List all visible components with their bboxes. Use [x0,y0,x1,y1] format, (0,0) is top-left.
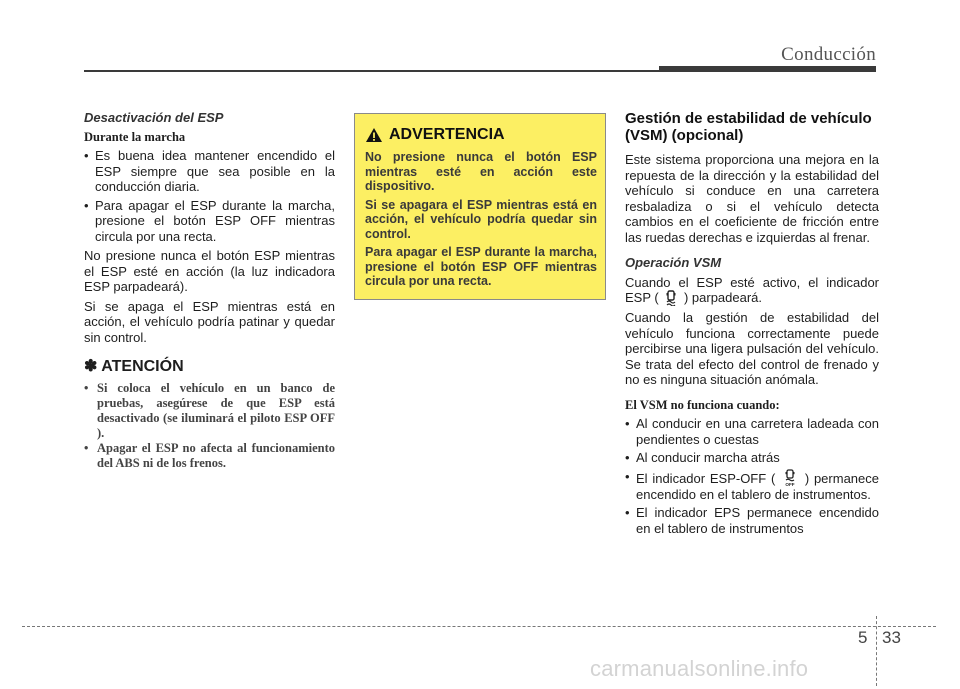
paragraph: Este sistema proporciona una mejora en la repuesta de la dirección y la estabilidad del vehículo si conduce en una carretera resbaladiza o si el vehículo detecta cambios en el coeficiente de fricción entre las ruedas derechas e izquierdas al frenar. [625,152,879,245]
right-column [625,110,879,540]
list-item: • Si coloca el vehículo en un banco de pruebas, asegúrese de que ESP está desactivado (se iluminará el piloto ESP OFF ). [84,381,335,441]
warning-title: ADVERTENCIA [389,126,505,143]
left-column [84,110,335,471]
watermark: carmanualsonline.info [590,656,809,681]
esp-skid-icon [665,290,677,306]
header-rule-accent [659,66,876,72]
text-span: ) parpadeará. [683,290,763,305]
warning-triangle-icon [365,127,383,143]
esp-off-icon-label: OFF [785,481,795,487]
attention-title: ✽ ATENCIÓN [84,358,184,375]
text-span: El indicador ESP-OFF ( [636,470,776,486]
list-item: • Al conducir marcha atrás [625,450,879,466]
list-item: • Al conducir en una carretera ladeada con pendientes o cuestas [625,416,879,447]
warning-paragraph: Si se apagara el ESP mientras está en acción, el vehículo podría quedar sin control. [365,197,597,241]
not-working-title: El VSM no funciona cuando: [625,397,780,412]
warning-paragraph: Para apagar el ESP durante la marcha, presione el botón ESP OFF mientras circula por una recta. [365,245,597,288]
section-title: Desactivación del ESP [84,110,224,125]
list-item: • Para apagar el ESP durante la marcha, presione el botón ESP OFF mientras circula por una recta. [84,198,335,245]
warning-header [365,126,597,144]
text-span: Cuando el ESP esté activo, el indicador ESP ( [625,274,879,305]
page-header-title: Conducción [781,44,876,65]
text-span: ) permanece encendido en el tablero de instrumentos. [636,470,879,502]
attention-list [84,381,335,471]
paragraph: No presione nunca el botón ESP mientras el ESP esté en acción (la luz indicadora ESP parpadeará). [84,248,335,294]
list-item: • El indicador EPS permanece encendido en el tablero de instrumentos [625,505,879,536]
bullet-list [84,148,335,244]
esp-off-icon [783,469,797,487]
paragraph: Cuando la gestión de estabilidad del vehículo funciona correctamente puede percibirse una ligera pulsación del vehículo. Se trata del efecto del control de frenado y no es ninguna situación anómala. [625,310,879,387]
page-number: 33 [882,628,901,647]
chapter-number: 5 [858,628,868,647]
warning-box [354,113,606,300]
paragraph [625,275,879,307]
page-number-divider [876,616,878,686]
list-item: • Apagar el ESP no afecta al funcionamiento del ABS ni de los frenos. [84,441,335,471]
footer-rule [22,626,936,627]
operation-title: Operación VSM [625,255,722,270]
subheading: Durante la marcha [84,129,186,144]
list-item: • Es buena idea mantener encendido el ESP siempre que sea posible en la conducción diaria. [84,148,335,195]
list-item [625,469,879,503]
bullet-list [625,416,879,536]
vsm-heading: Gestión de estabilidad de vehículo (VSM) (opcional) [625,110,872,144]
paragraph: Si se apaga el ESP mientras está en acción, el vehículo podría patinar y quedar sin control. [84,298,335,345]
warning-paragraph: No presione nunca el botón ESP mientras esté en acción este dispositivo. [365,150,597,193]
